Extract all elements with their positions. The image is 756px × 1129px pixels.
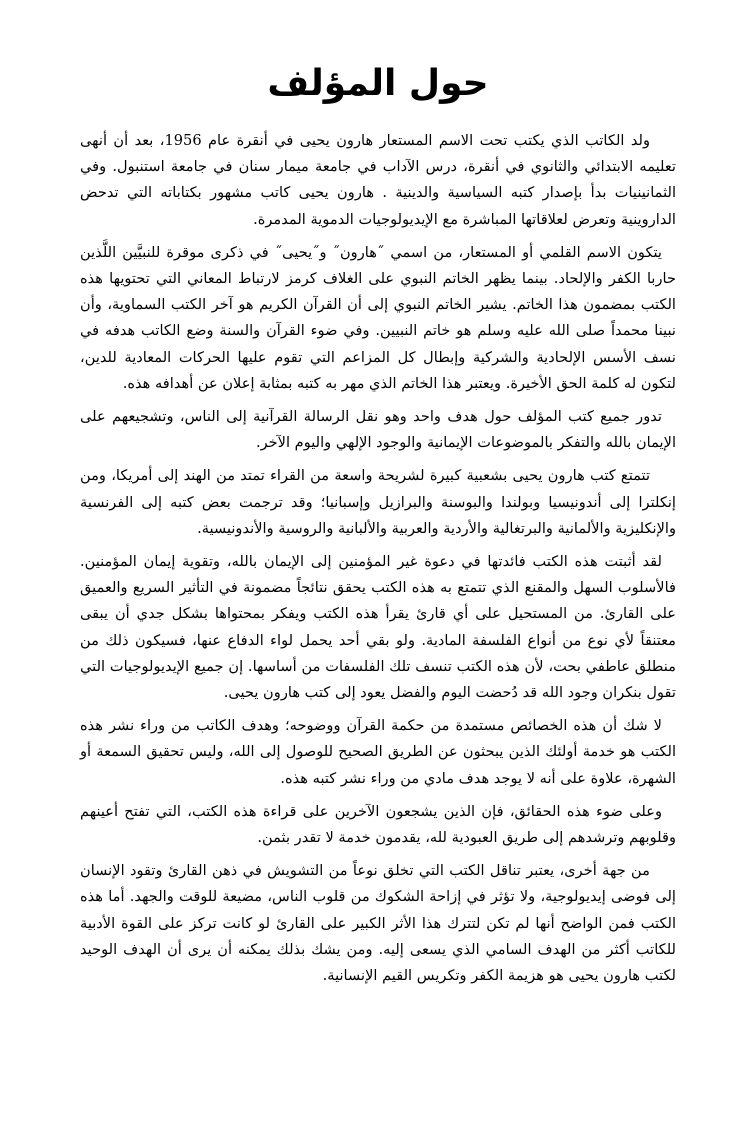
body-text xyxy=(80,128,676,989)
paragraph: وعلى ضوء هذه الحقائق، فإن الذين يشجعون الآخرين على قراءة هذه الكتب، التي تفتح أعينهم وقلوبهم وترشدهم إلى طريق العبودية لله، يقدمون خدمة لا تقدر بثمن. xyxy=(80,802,676,847)
paragraph: لا شك أن هذه الخصائص مستمدة من حكمة القرآن ووضوحه؛ وهدف الكاتب من وراء نشر هذه الكتب هو خدمة أولئك الذين يبحثون عن الطريق الصحيح للوصول إلى الله، وليس تحقيق السمعة أو الشهرة، علاوة على أنه لا يوجد هدف مادي من وراء نشر كتبه هذه. xyxy=(80,717,676,787)
page-title: حول المؤلف xyxy=(267,63,489,104)
paragraph: من جهة أخرى، يعتبر تناقل الكتب التي تخلق نوعاً من التشويش في ذهن القارئ وتقود الإنسان إلى فوضى إيديولوجية، ولا تؤثر في إزاحة الشكوك من قلوب الناس، مضيعة للوقت والجهد. أما هذه الكتب فمن الواضح أنها لم تكن لتترك هذا الأثر الكبير على القارئ لو كانت تركز على القوة الأدبية للكاتب أكثر من الهدف السامي الذي يسعى إليه. ومن يشك بذلك يمكنه أن يرى أن الهدف الوحيد لكتب هارون يحيى هو هزيمة الكفر وتكريس القيم الإنسانية. xyxy=(80,862,676,985)
paragraph: تدور جميع كتب المؤلف حول هدف واحد وهو نقل الرسالة القرآنية إلى الناس، وتشجيعهم على الإيمان بالله والتفكر بالموضوعات الإيمانية والوجود الإلهي واليوم الآخر. xyxy=(80,408,676,452)
paragraph: تتمتع كتب هارون يحيى بشعبية كبيرة لشريحة واسعة من القراء تمتد من الهند إلى أمريكا، ومن إنكلترا إلى أندونيسيا وبولندا والبوسنة والبرازيل وإسبانيا؛ وقد ترجمت بعض كتبه إلى الفرنسية والإنكليزية والألمانية والبرتغالية والأردية والعربية والألبانية والروسية والأندونيسية. xyxy=(80,467,676,537)
paragraph: لقد أثبتت هذه الكتب فائدتها في دعوة غير المؤمنين إلى الإيمان بالله، وتقوية إيمان المؤمنين. فالأسلوب السهل والمقنع الذي تتمتع به هذه الكتب يحقق نتائجاً مضمونة في التأثير السريع والعميق على القارئ. من المستحيل على أي قارئ يقرأ هذه الكتب ويفكر بمحتواها بشكل جدي أن يبقى معتنقاً لأي نوع من أنواع الفلسفة المادية. ولو بقي أحد يحمل لواء الدفاع عنها، فسيكون ذلك من منطلق عاطفي بحت، لأن هذه الكتب تنسف تلك الفلسفات من أساسها. إن جميع الإيديولوجيات التي تقول بنكران وجود الله قد دُحضت اليوم والفضل يعود إلى كتب هارون يحيى. xyxy=(80,553,676,702)
paragraph: ولد الكاتب الذي يكتب تحت الاسم المستعار هارون يحيى في أنقرة عام 1956، بعد أن أنهى تعليمه الابتدائي والثانوي في أنقرة، درس الآداب في جامعة ميمار سنان في جامعة استنبول. وفي الثمانينيات بدأ بإصدار كتبه السياسية والدينية . هارون يحيى كاتب مشهور بكتاباته التي تدحض الداروينية وتعرض لعلاقاتها المباشرة مع الإيديولوجيات الدموية المدمرة. xyxy=(80,132,676,228)
paragraph: يتكون الاسم القلمي أو المستعار، من اسمي ˝هارون˝ و˝يحيى˝ في ذكرى موقرة للنبيَّين اللَّذين حاربا الكفر والإلحاد. بينما يظهر الخاتم النبوي على الغلاف كرمز لارتباط المعاني التي تحتويها هذه الكتب بمضمون هذا الخاتم. يشير الخاتم النبوي إلى أن القرآن الكريم هو آخر الكتب السماوية، وأن نبينا محمداً صلى الله عليه وسلم هو خاتم النبيين. وفي ضوء القرآن والسنة وضع الكاتب هدفه في نسف الأسس الإلحادية والشركية وإبطال كل المزاعم التي تقوم عليها الحركات المعادية للدين، لتكون له كلمة الحق الأخيرة. ويعتبر هذا الخاتم الذي مهر به كتبه بمثابة إعلان عن أهدافه هذه. xyxy=(80,243,676,392)
